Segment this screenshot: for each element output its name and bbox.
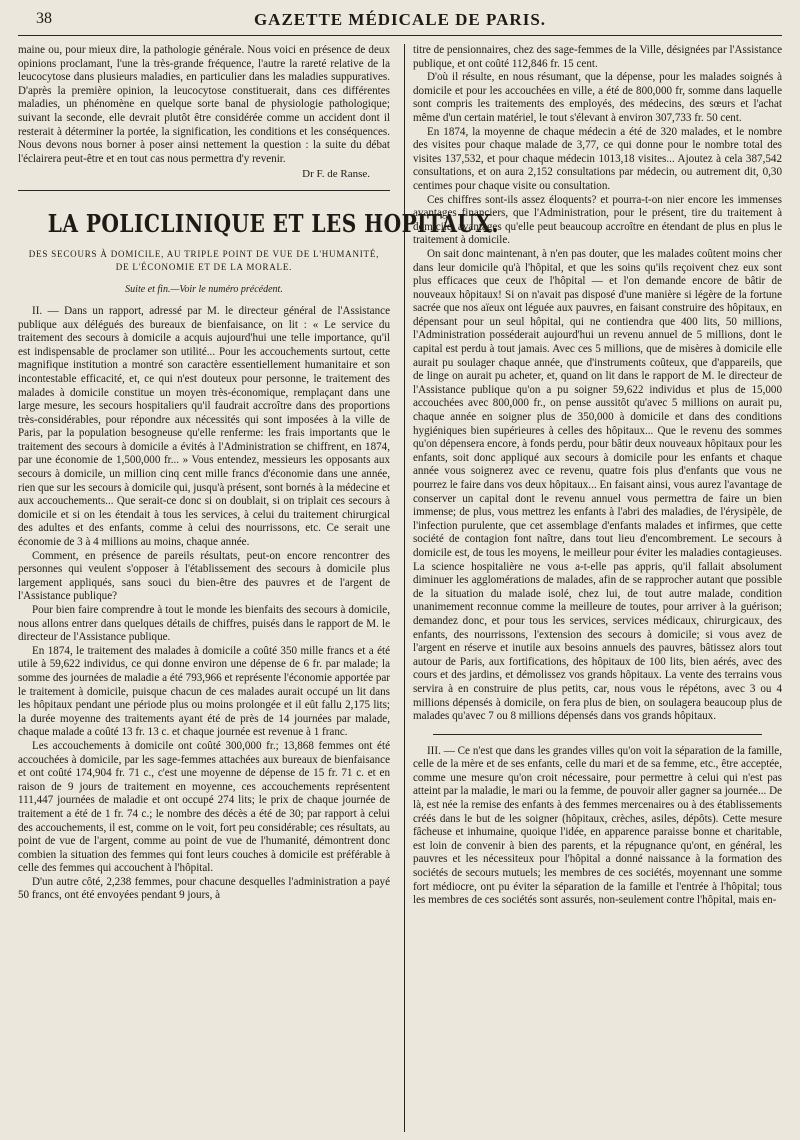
body-paragraph: D'un autre côté, 2,238 femmes, pour chacune desquelles l'administration a payé 50 francs, ont été envoyées pendant 9 jours, à	[18, 875, 390, 902]
body-paragraph: Ces chiffres sont-ils assez éloquents? et pourra-t-on nier encore les immenses avantages financiers, que l'Administration, pour le présent, tire du traitement à domicile, avantages qu'elle peut beaucoup accroître en étendant de plus en plus le traitement à domicile.	[412, 193, 782, 247]
body-paragraph: D'où il résulte, en nous résumant, que la dépense, pour les malades soignés à domicile et pour les accouchées en ville, a été de 800,000 fr, somme dans laquelle sont compris les traitements des employés, des médecins, des sœurs et l'achat même d'un certain matériel, le tout s'élevant à environ 307,733 fr. 50 cent.	[412, 71, 782, 124]
left-column	[18, 44, 499, 1132]
article-subtitle: DES SECOURS À DOMICILE, AU TRIPLE POINT DE VUE DE L'HUMANITÉ, DE L'ÉCONOMIE ET DE LA MORALE.	[28, 248, 380, 272]
intro-paragraph: maine ou, pour mieux dire, la pathologie générale. Nous voici en présence de deux opinions proclamant, l'une la très-grande fréquence, l'autre la rareté relative de la leucocytose dans plusieurs maladies, en particulier dans les maladies suppuratives. D'après la première opinion, la leucocytose constituerait, dans ces différentes maladies, un phénomène en quelque sorte banal de physiologie pathologique; suivant la seconde, elle devrait plutôt être considérée comme un accident dont il resterait à déterminer la portée, la signification, les conditions et les conséquences. Nous devons nous borner à poser ainsi nettement la question : la suite du débat l'éclairera peut-être et en tout cas nous permettra d'y revenir.	[18, 44, 390, 165]
body-paragraph: III. — Ce n'est que dans les grandes villes qu'on voit la séparation de la famille, celle de la mère et de ses enfants, celle du mari et de sa femme, etc., être acceptée, comme une mesure qu'on croit nécessaire, pour permettre à celui qui n'est pas atteint par la maladie, le mari ou la femme, de pouvoir aller gagner sa journée... De là, est née la remise des enfants à des femmes mercenaires ou à des établissements créés dans le but de les soigner (hôpitaux, crèches, asiles, dépôts). Cette mesure fâcheuse et inhumaine, quoique l'idée, en apparence paraisse bonne et charitable, est loin de convenir à bien des parents, et la répugnance qu'ont, en général, les pauvres et les nécessiteux pour l'hôpital a donné naissance à la formation des sociétés de secours mutuels; les membres de ces sociétés, moyennant une somme fort médiocre, ont pu éviter la séparation de la famille et l'entrée à l'hôpital; tous les membres de ces sociétés sont assurés, non-seulement contre l'hôpital, mais en-	[412, 744, 783, 907]
column-rule	[404, 44, 405, 1132]
body-paragraph: En 1874, la moyenne de chaque médecin a été de 320 malades, et le nombre des visites pour chaque malade de 3,77, ce qui donne pour le nombre total des visites 137,532, et pour chaque médecin 1013,18 visites... Ajoutez à cela 387,542 consultations, et on aura 2,152 consultations par médecin, ou autrement dit, 0,30 centimes pour chaque visite ou consultation.	[412, 125, 782, 192]
body-paragraph: titre de pensionnaires, chez des sage-femmes de la Ville, désignées par l'Assistance publique, et ont coûté 112,846 fr. 15 cent.	[412, 44, 782, 70]
columns	[18, 44, 782, 1132]
section-divider	[18, 190, 390, 191]
body-paragraph: On sait donc maintenant, à n'en pas douter, que les malades coûtent moins cher dans leur domicile qu'à l'hôpital, et que les soins qu'ils reçoivent chez eux sont plus efficaces que ceux de l'hôpital — et l'on demande encore de bâtir de nouveaux hôpitaux! Si on n'avait pas disposé d'une manière si légère de la fortune sacrée que nos aïeux ont léguée aux pauvres, en faisant construire des hôpitaux, en dépensant pour un seul hôpital, qui ne contiendra que 400 lits, 50 millions, l'Administration posséderait aujourd'hui un revenu annuel de 5 millions, dont le capital est perdu à tout jamais. Avec ces 5 millions, que de misères à domicile elle aurait pu soulager chaque année, que d'instruments coûteux, que d'appareils, que de linge on aurait pu acheter, et, quand on lit dans le rapport de M. le directeur de l'Assistance publique qu'on a pu soigner 59,622 individus et plus de 15,000 accouchées avec 800,000 fr., on pense aussitôt qu'avec 5 millions on aurait pu, chaque année en soigner plus de 350,000 à domicile et dans des conditions hygiéniques bien supérieures à celles des hôpitaux... Que le revenu des sommes qu'on dépensera encore, à fonds perdu, pour bâtir deux nouveaux hôpitaux pour les enfants, soit donc appliqué aux secours à domicile pour les enfants et chaque année vous soignerez avec ce revenu, quatre fois plus d'enfants que vous ne pourrez le faire dans vos deux hôpitaux... En faisant ainsi, vous aurez l'avantage de conserver un capital dont le revenu annuel vous permettra de faire un bien immense; de plus, vous mettrez les enfants à l'abri des maladies, de l'érysipèle, de l'infection purulente, que cet assemblage d'enfants malades et infirmes, que cette société de contagion font naître, dans tout lieu d'encombrement. Le secours à domicile est, de tous les moyens, le meilleur pour éviter les maladies contagieuses. La science hospitalière ne vous a-t-elle pas appris, qu'il fallait absolument diminuer les agglomérations de malades, afin de se rapprocher autant que possible de la situation du malade isolé, chez lui, de tout autre malade, condition unanimement reconnue comme la meilleure de toutes, pour arriver à la guérison; demandez donc, et pour tous les services, services médicaux, chirurgicaux, des enfants, des nourrissons, l'extension des secours à domicile; si vous avez de l'argent en réserve et inutile aux besoins annuels des pauvres, bâtissez alors tout autour de Paris, aux fortifications, des hôpitaux de 100 lits, bien aérés, avec des cours et des jardins, et démolissez vos grands hôpitaux. La vente des terrains vous servira à en construire de plus petits, car, nous vous le répétons, avec 3 ou 4 millions dépensés à domicile, on fera plus de bien, on soulagera beaucoup plus de malades qu'avec 7 ou 8 millions dépensés dans vos grands hôpitaux.	[412, 247, 782, 723]
body-paragraph: Les accouchements à domicile ont coûté 300,000 fr.; 13,868 femmes ont été accouchées à domicile, par les sage-femmes attachées aux bureaux de bienfaisance et ont coûté 174,904 fr. 71 c., c'est une moyenne de dépense de 15 fr. 71 c. et en raison de 9 jours de traitement en moyenne, ces accouchements représentent 111,447 journées de maladie et ont occupé 274 lits; le prix de chaque journée de traitement a été de 1 fr. 74 c.; le nombre des décès a été de 30; par rapport à celui des accouchements, il est, comme on le voit, fort peu considérable; ces résultats, au point de vue de l'argent, comme au point de vue de l'humanité, démontrent donc combien la situation des femmes qui font leurs couches à domicile est préférable à celle des femmes qui accouchent à l'hôpital.	[18, 739, 390, 875]
page-header	[18, 0, 782, 36]
body-paragraph: II. — Dans un rapport, adressé par M. le directeur général de l'Assistance publique aux délégués des bureaux de bienfaisance, on lit : « Le service du traitement des secours à domicile a acquis aujourd'hui une telle importance, qu'il est indispensable de proclamer son utilité... Pour les accouchements surtout, cette magnifique institution a montré son caractère essentiellement humanitaire et son incontestable efficacité, et, ce qui n'est douteux pour personne, le traitement des malades à domicile constitue un moyen très-économique, remplaçant dans une large mesure, les secours hospitaliers qu'il faudrait accroître dans des proportions très-considérables, pour répondre aux nécessités qui sont imposées à la ville de Paris, par la population besogneuse qu'elle renferme: les frais importants que le traitement des secours à domicile a évités à l'Administration se chiffrent, en 1874, par une économie de 1,500,000 fr... » Vous entendez, messieurs les opposants aux secours à domicile, un million cinq cent mille francs d'économie dans une année, rien que sur les secours à domicile qui, jusqu'à présent, sont bornés à la médecine et aux accouchements... Que serait-ce donc si on doublait, si on triplait ces secours à domicile et si on les étendait à tous les services, à celui du traitement chirurgical des adultes et des enfants, comme à celui des nourrissons, etc. Ce serait une économie de 3 à 4 millions au moins, chaque année.	[18, 304, 390, 549]
body-paragraph: En 1874, le traitement des malades à domicile a coûté 350 mille francs et a été utile à 59,622 individus, ce qui donne environ une dépense de 6 fr. par malade; la somme des journées de maladie a été 793,966 et représente l'économie apportée par le traitement à domicile, puisque chacun de ces malades aurait occupé un lit dans les hôpitaux pendant une période plus ou moins prolongée et il eût fallu 2,175 lits; la durée moyenne des traitements ayant été de près de 14 journées par malade, chaque malade a coûté 13 fr. 13 c. et chaque journée est revenue à 1 franc.	[18, 644, 390, 739]
section-divider	[433, 734, 762, 735]
body-paragraph: Comment, en présence de pareils résultats, peut-on encore rencontrer des personnes qui veulent s'opposer à l'établissement des secours à domicile plus largement appliqués, sans souci du bien-être des pauvres et de l'argent de l'Assistance publique?	[18, 549, 390, 603]
right-column	[413, 44, 782, 1132]
author-signature: Dr F. de Ranse.	[302, 168, 370, 181]
page-number: 38	[36, 10, 52, 27]
continuation-note: Suite et fin.—Voir le numéro précédent.	[125, 283, 283, 295]
body-paragraph: Pour bien faire comprendre à tout le monde les bienfaits des secours à domicile, nous allons entrer dans quelques détails de chiffres, puisés dans le rapport de M. le directeur de l'Assistance publique.	[18, 604, 390, 644]
article-title: LA POLICLINIQUE ET LES HOPITAUX.	[47, 208, 499, 238]
journal-title: GAZETTE MÉDICALE DE PARIS.	[253, 10, 547, 29]
